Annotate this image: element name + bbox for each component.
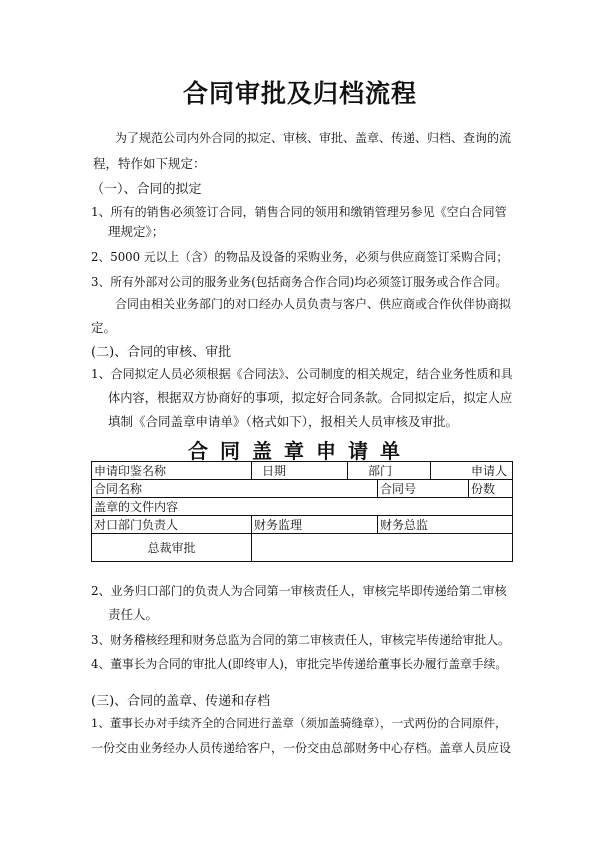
section-1-heading: （一）、合同的拟定 xyxy=(91,182,202,197)
form-cell-applicant: 申请人 xyxy=(431,462,513,480)
form-cell-contract-name: 合同名称 xyxy=(92,480,378,498)
form-cell-date: 日期 xyxy=(252,462,348,480)
sec1-item2: 2、5000 元以上（含）的物品及设备的采购业务，必须与供应商签订采购合同； xyxy=(91,250,509,264)
form-title: 合同盖章申请单 xyxy=(188,439,412,463)
sec2-item1-line3: 填制《合同盖章申请单》（格式如下），报相关人员审核及审批。 xyxy=(108,414,459,429)
sec1-note-line2: 定。 xyxy=(91,320,117,335)
sec2-item1-line2: 体内容，根据双方协商好的事项，拟定好合同条款。合同拟定后，拟定人应 xyxy=(108,391,513,405)
form-cell-copies: 份数 xyxy=(469,480,513,498)
intro-line-1: 为了规范公司内外合同的拟定、审核、审批、盖章、传递、归档、查询的流 xyxy=(115,131,512,145)
section-3-heading: (三)、合同的盖章、传递和存档 xyxy=(91,694,271,709)
page-title: 合同审批及归档流程 xyxy=(182,79,417,108)
form-cell-documents: 盖章的文件内容 xyxy=(92,498,513,516)
sec1-item3: 3、所有外部对公司的服务业务(包括商务合作合同)均必须签订服务或合作合同。 xyxy=(91,275,508,289)
form-cell-finance-supervisor: 财务监理 xyxy=(252,516,378,534)
sec3-item1-line1: 1、董事长办对手续齐全的合同进行盖章（须加盖骑缝章），一式两份的合同原件， xyxy=(91,716,507,730)
intro-line-2: 程，特作如下规定： xyxy=(93,156,206,171)
sec2-item2-line1: 2、业务归口部门的负责人为合同第一审核责任人，审核完毕即传递给第二审核 xyxy=(91,584,507,598)
seal-application-form xyxy=(91,461,513,562)
sec2-item3: 3、财务稽核经理和财务总监为合同的第二审核责任人，审核完毕传递给审批人。 xyxy=(91,633,510,647)
sec1-note-line1: 合同由相关业务部门的对口经办人员负责与客户、供应商或合作伙伴协商拟 xyxy=(115,297,512,311)
form-cell-dept-head: 对口部门负责人 xyxy=(92,516,252,534)
sec1-item1-line1: 1、所有的销售必须签订合同，销售合同的领用和缴销管理另参见《空白合同管 xyxy=(91,205,507,219)
form-cell-department: 部门 xyxy=(348,462,431,480)
sec2-item1-line1: 1、合同拟定人员必须根据《合同法》、公司制度的相关规定，结合业务性质和具 xyxy=(91,367,513,381)
sec3-item1-line2: 一份交由业务经办人员传递给客户，一份交由总部财务中心存档。盖章人员应设 xyxy=(91,741,512,755)
sec1-item1-line2: 理规定》； xyxy=(108,224,165,239)
sec2-item2-line2: 责任人。 xyxy=(108,607,159,622)
form-cell-finance-director: 财务总监 xyxy=(378,516,513,534)
form-cell-ceo-approval: 总裁审批 xyxy=(92,534,252,562)
sec2-item4: 4、董事长为合同的审批人(即终审人)，审批完毕传递给董事长办履行盖章手续。 xyxy=(91,657,508,671)
form-cell-ceo-approval-blank xyxy=(252,534,513,562)
form-cell-apply-seal-name: 申请印鉴名称 xyxy=(92,462,252,480)
section-2-heading: (二)、合同的审核、审批 xyxy=(91,345,232,360)
form-cell-contract-no: 合同号 xyxy=(378,480,469,498)
